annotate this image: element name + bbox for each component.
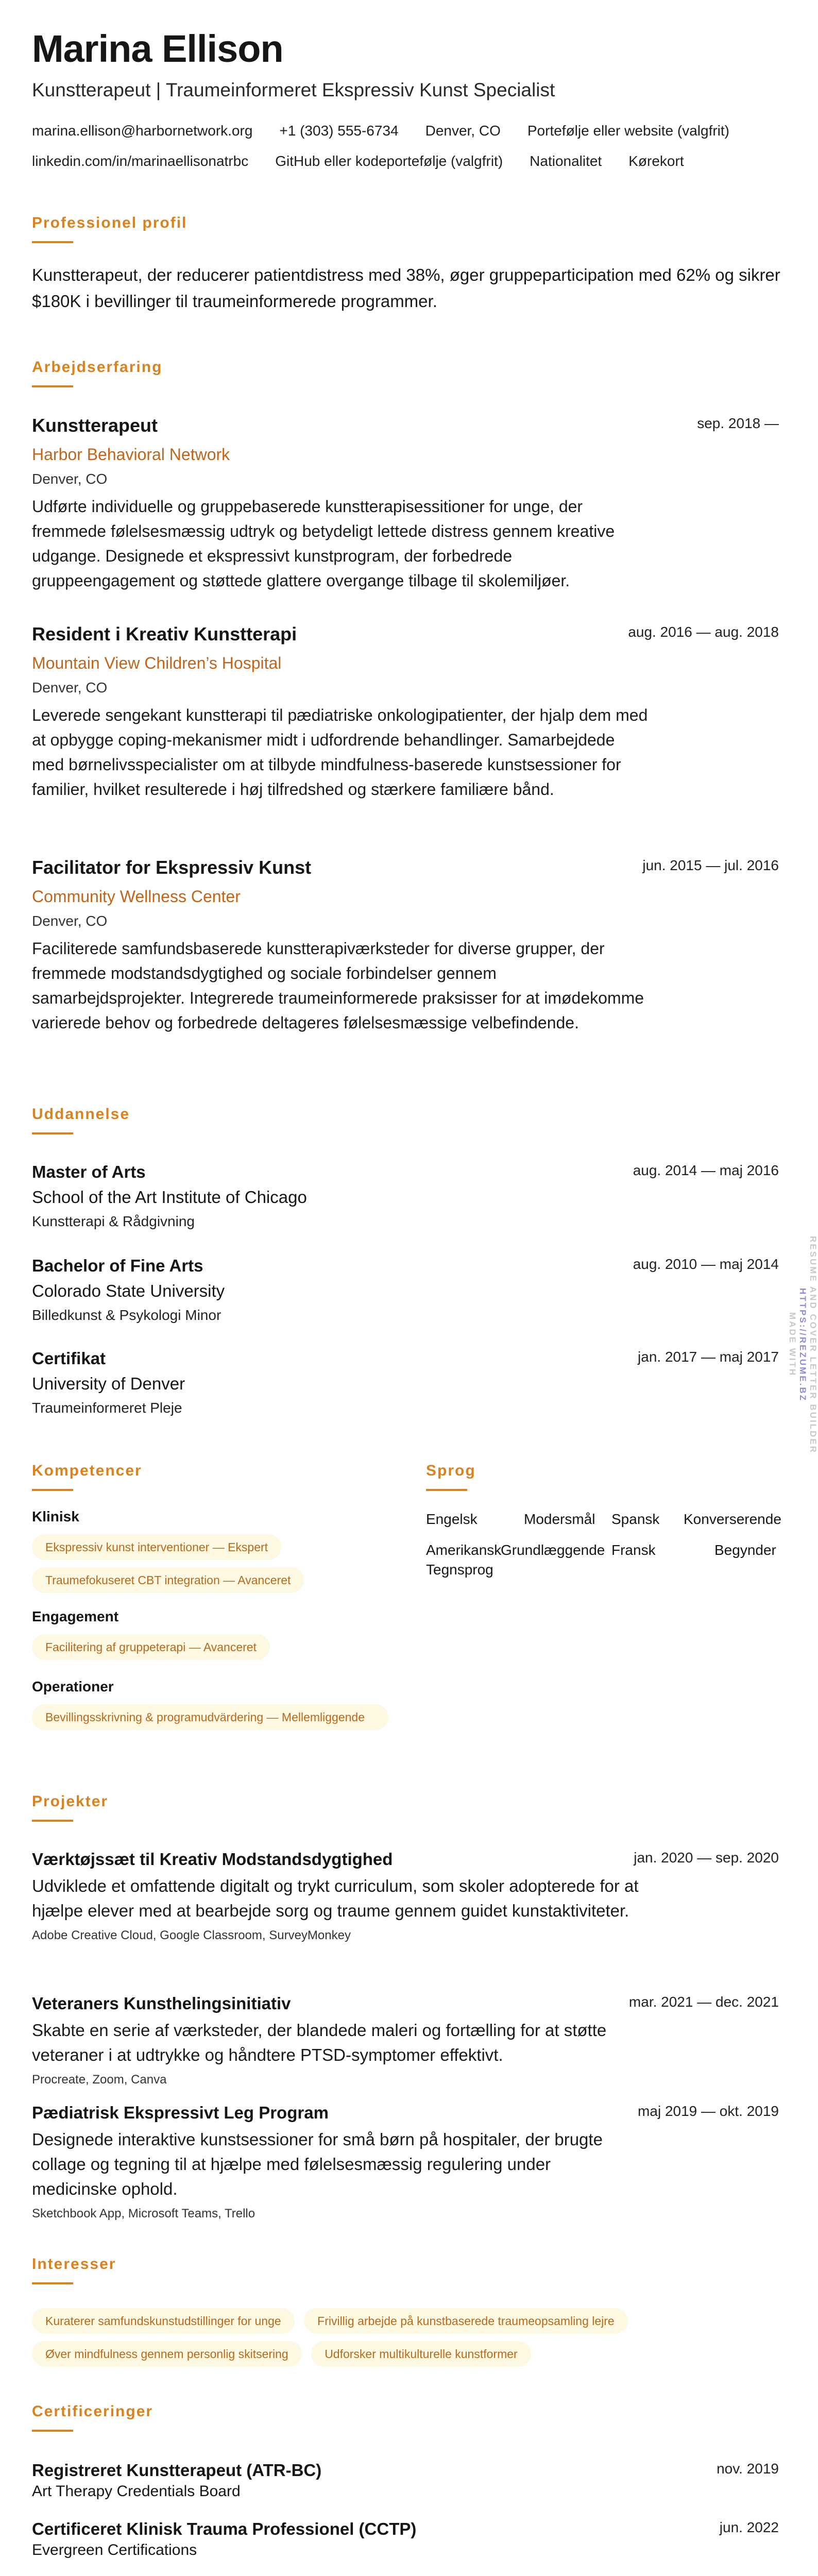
skill-category: Engagement [32, 1608, 119, 1624]
section-rule [32, 2282, 73, 2284]
builder-watermark [788, 1133, 818, 1556]
section-title-languages: Sprog [426, 1462, 476, 1479]
interest-pill: Kuraterer samfundskunstudstillinger for unge [32, 2308, 295, 2334]
project-title: Pædiatrisk Ekspressivt Leg Program [32, 2103, 329, 2122]
job-title: Resident i Kreativ Kunstterapi [32, 623, 297, 645]
education-entry [32, 1163, 779, 1229]
language-level: Konverserende [684, 1511, 781, 1527]
skill-group [32, 1609, 393, 1667]
cert-issuer: Art Therapy Credentials Board [32, 2483, 241, 2500]
job-location: Denver, CO [32, 680, 108, 696]
interest-pill: Frivillig arbejde på kunstbaserede traumeopsamling lejre [304, 2308, 628, 2334]
skill-category: Klinisk [32, 1509, 79, 1524]
edu-date: aug. 2010 — maj 2014 [633, 1256, 779, 1272]
job-title: Facilitator for Ekspressiv Kunst [32, 857, 312, 878]
edu-school: Colorado State University [32, 1281, 225, 1300]
job-date: sep. 2018 — [697, 415, 779, 431]
section-title-certifications: Certificeringer [32, 2403, 154, 2420]
project-date: maj 2019 — okt. 2019 [638, 2103, 779, 2119]
contact-nationality: Nationalitet [530, 153, 602, 169]
skill-pill: Ekspressiv kunst interventioner — Ekspert [32, 1534, 281, 1560]
project-date: jan. 2020 — sep. 2020 [634, 1850, 779, 1866]
edu-degree: Bachelor of Fine Arts [32, 1256, 203, 1275]
section-rule [32, 241, 73, 243]
watermark-link[interactable]: HTTPS://REZUME.BZ [798, 1287, 808, 1402]
education-entry [32, 1350, 779, 1415]
certification-entry [32, 2462, 779, 2499]
skill-category: Operationer [32, 1679, 114, 1694]
section-rule [32, 2430, 73, 2432]
section-title-interests: Interesser [32, 2256, 116, 2273]
project-tech: Adobe Creative Cloud, Google Classroom, SurveyMonkey [32, 1928, 351, 1942]
job-date: aug. 2016 — aug. 2018 [628, 624, 779, 640]
section-title-education: Uddannelse [32, 1106, 130, 1123]
project-entry [32, 1995, 779, 2086]
edu-school: University of Denver [32, 1374, 185, 1393]
edu-date: aug. 2014 — maj 2016 [633, 1162, 779, 1178]
candidate-headline: Kunstterapeut | Traumeinformeret Ekspressiv Kunst Specialist [32, 79, 555, 100]
skill-pill: Traumefokuseret CBT integration — Avanceret [32, 1567, 304, 1593]
section-title-skills: Kompetencer [32, 1462, 142, 1479]
experience-entry [32, 416, 779, 593]
language-name: Amerikansk Tegnsprog [426, 1542, 502, 1578]
edu-field: Kunstterapi & Rådgivning [32, 1213, 195, 1229]
section-title-profile: Professionel profil [32, 214, 188, 231]
edu-school: School of the Art Institute of Chicago [32, 1188, 307, 1207]
project-tech: Procreate, Zoom, Canva [32, 2073, 167, 2087]
job-company: Harbor Behavioral Network [32, 445, 230, 464]
interest-pill: Udforsker multikulturelle kunstformer [311, 2341, 531, 2367]
contact-drivers-license: Kørekort [628, 153, 684, 169]
language-name: Engelsk [426, 1511, 478, 1527]
contact-email[interactable]: marina.ellison@harbornetwork.org [32, 123, 253, 139]
language-name: Spansk [611, 1511, 660, 1527]
experience-entry [32, 625, 779, 802]
job-location: Denver, CO [32, 913, 108, 929]
project-description: Skabte en serie af værksteder, der blandede maleri og fortælling for at støtte veteraner i at udtrykke og håndtere PTSD-symptomer effektivt. [32, 2021, 607, 2064]
job-title: Kunstterapeut [32, 415, 158, 436]
project-title: Veteraners Kunsthelingsinitiativ [32, 1994, 291, 2013]
skill-group [32, 1680, 393, 1737]
job-location: Denver, CO [32, 471, 108, 487]
skill-pill: Bevillingsskrivning & programudvärdering — Mellemliggende [32, 1704, 388, 1730]
section-title-projects: Projekter [32, 1793, 109, 1810]
skill-pill: Facilitering af gruppeterapi — Avanceret [32, 1634, 270, 1660]
project-entry [32, 2104, 779, 2220]
job-company: Mountain View Children’s Hospital [32, 654, 282, 672]
cert-name: Registreret Kunstterapeut (ATR-BC) [32, 2461, 322, 2480]
project-tech: Sketchbook App, Microsoft Teams, Trello [32, 2207, 255, 2221]
project-date: mar. 2021 — dec. 2021 [628, 1994, 779, 2010]
project-description: Designede interaktive kunstsessioner for små børn på hospitaler, der brugte collage og tegning til at hjælpe med følelsesmæssig regulering under medicinske ophold. [32, 2130, 603, 2198]
section-rule [32, 1132, 73, 1134]
job-date: jun. 2015 — jul. 2016 [642, 857, 779, 873]
certification-entry [32, 2520, 779, 2558]
section-rule [32, 385, 73, 387]
contact-linkedin[interactable]: linkedin.com/in/marinaellisonatrbc [32, 153, 249, 169]
edu-field: Traumeinformeret Pleje [32, 1400, 182, 1416]
project-entry [32, 1851, 779, 1942]
candidate-name: Marina Ellison [32, 27, 283, 70]
education-entry [32, 1257, 779, 1323]
contact-phone[interactable]: +1 (303) 555-6734 [279, 123, 399, 139]
contact-location: Denver, CO [425, 123, 501, 139]
cert-issuer: Evergreen Certifications [32, 2541, 197, 2558]
skill-group [32, 1510, 393, 1600]
experience-entry [32, 858, 779, 1035]
section-title-experience: Arbejdserfaring [32, 359, 163, 376]
section-rule [32, 1489, 73, 1491]
language-level: Modersmål [524, 1511, 595, 1527]
cert-date: jun. 2022 [719, 2519, 779, 2535]
project-description: Udviklede et omfattende digitalt og trykt curriculum, som skoler adopterede for at hjælpe elever med at bearbejde sorg og traume gennem guidet kunstaktiviteter. [32, 1876, 639, 1920]
contact-portfolio[interactable]: Portefølje eller website (valgfrit) [527, 123, 729, 139]
interest-pill: Øver mindfulness gennem personlig skitsering [32, 2341, 302, 2367]
edu-degree: Certifikat [32, 1349, 106, 1368]
job-description: Leverede sengekant kunstterapi til pædiatriske onkologipatienter, der hjalp dem med at opbygge coping-mekanismer midt i udfordrende behandlinger. Samarbejdede med børnelivsspecialister om at tilbyde mindfulness-baserede kunstsessioner for familier, hvilket resulterede i høj tilfredshed og stærkere familiære bånd. [32, 706, 648, 799]
job-description: Udførte individuelle og gruppebaserede kunstterapisessitioner for unge, der fremmede følelsesmæssig udtryk og betydeligt lettede distress gennem kreative udgange. Designede et ekspressivt kunstprogram, der forbedrede gruppeengagement og støttede glattere overgange tilbage til skolemiljøer. [32, 497, 615, 590]
edu-date: jan. 2017 — maj 2017 [638, 1349, 779, 1365]
interests-list [32, 2308, 727, 2374]
language-name: Fransk [611, 1542, 656, 1558]
job-company: Community Wellness Center [32, 887, 241, 906]
watermark-prefix: MADE WITH [788, 1312, 797, 1377]
project-title: Værktøjssæt til Kreativ Modstandsdygtighed [32, 1850, 393, 1869]
job-description: Faciliterede samfundsbaserede kunstterapiværksteder for diverse grupper, der fremmede modstandsdygtighed og sociale forbindelser gennem samarbejdsprojekter. Integrerede traumeinformerede praksisser for at imødekomme varierede behov og forbedrede deltageres følelsesmæssige velbefindende. [32, 939, 644, 1032]
language-level: Begynder [714, 1542, 776, 1558]
watermark-suffix: RESUME AND COVER LETTER BUILDER [808, 1235, 818, 1454]
contact-row-primary [32, 124, 756, 138]
profile-summary: Kunstterapeut, der reducerer patientdistress med 38%, øger gruppeparticipation med 62% og sikrer $180K i bevillinger til traumeinformerede programmer. [32, 265, 780, 311]
cert-date: nov. 2019 [717, 2461, 779, 2477]
cert-name: Certificeret Klinisk Trauma Professionel (CCTP) [32, 2519, 417, 2538]
edu-field: Billedkunst & Psykologi Minor [32, 1307, 221, 1323]
contact-row-secondary [32, 154, 711, 168]
contact-github[interactable]: GitHub eller kodeportefølje (valgfrit) [275, 153, 503, 169]
section-rule [426, 1489, 467, 1491]
edu-degree: Master of Arts [32, 1162, 146, 1181]
language-level: Grundlæggende [501, 1542, 605, 1558]
section-rule [32, 1820, 73, 1822]
